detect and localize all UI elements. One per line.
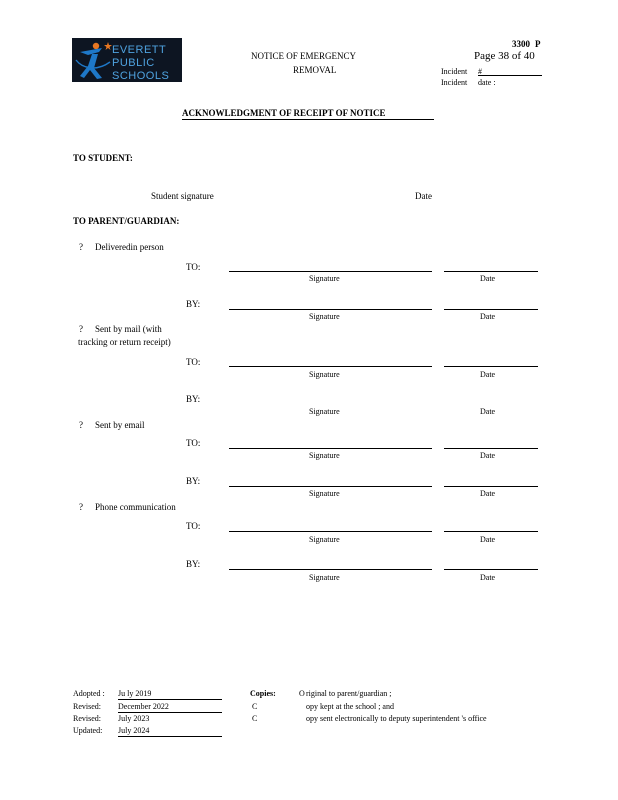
logo-line-3: SCHOOLS: [112, 70, 170, 82]
signature-caption: Signature: [309, 407, 340, 416]
everett-logo-figure-icon: [76, 42, 112, 79]
signature-caption: Signature: [309, 573, 340, 582]
date-caption: Date: [480, 312, 496, 321]
signature-line[interactable]: [229, 486, 432, 487]
date-caption: Date: [480, 573, 496, 582]
checkbox-sent-by-mail[interactable]: ?: [79, 324, 83, 334]
heading-underline: [182, 119, 434, 120]
policy-suffix: P: [535, 39, 541, 49]
incident-number-label: Incident: [441, 67, 468, 76]
date-caption: Date: [480, 535, 496, 544]
student-signature-label: Student signature: [151, 191, 214, 201]
date-caption: Date: [480, 274, 496, 283]
date-caption: Date: [480, 407, 496, 416]
notice-title-line-2: REMOVAL: [293, 65, 337, 75]
signature-line[interactable]: [229, 309, 432, 310]
row-prefix: TO:: [186, 521, 201, 531]
history-underline: [118, 712, 222, 713]
signature-caption: Signature: [309, 274, 340, 283]
history-value: December 2022: [118, 702, 169, 711]
history-value: July 2024: [118, 726, 150, 735]
copy-bullet: C: [252, 702, 258, 711]
date-caption: Date: [480, 489, 496, 498]
signature-caption: Signature: [309, 312, 340, 321]
checkbox-delivered-in-person[interactable]: ?: [79, 242, 83, 252]
option-phone-communication: Phone communication: [95, 502, 176, 512]
student-date-label: Date: [415, 191, 432, 201]
policy-code: 3300: [512, 39, 530, 49]
signature-caption: Signature: [309, 370, 340, 379]
notice-title-line-1: NOTICE OF EMERGENCY: [251, 51, 356, 61]
checkbox-sent-by-email[interactable]: ?: [79, 420, 83, 430]
district-logo: [72, 38, 182, 82]
date-line[interactable]: [444, 271, 538, 272]
signature-line[interactable]: [229, 366, 432, 367]
signature-caption: Signature: [309, 451, 340, 460]
option-sent-by-mail: Sent by mail (with: [95, 324, 162, 334]
row-prefix: TO:: [186, 357, 201, 367]
to-parent-label: TO PARENT/GUARDIAN:: [73, 216, 180, 226]
acknowledgment-heading: ACKNOWLEDGMENT OF RECEIPT OF NOTICE: [182, 108, 386, 118]
copies-label: Copies:: [250, 689, 276, 698]
option-delivered-in-person: Deliveredin person: [95, 242, 164, 252]
signature-line[interactable]: [229, 448, 432, 449]
date-line[interactable]: [444, 531, 538, 532]
option-sent-by-mail-line-2: tracking or return receipt): [78, 337, 171, 347]
page-number: Page 38 of 40: [474, 50, 535, 62]
date-line[interactable]: [444, 448, 538, 449]
incident-date-field[interactable]: date :: [478, 78, 496, 87]
checkbox-phone-communication[interactable]: ?: [79, 502, 83, 512]
history-label: Updated:: [73, 726, 103, 735]
logo-line-2: PUBLIC: [112, 57, 155, 69]
history-value: July 2023: [118, 714, 150, 723]
row-prefix: BY:: [186, 394, 201, 404]
row-prefix: BY:: [186, 476, 201, 486]
date-caption: Date: [480, 370, 496, 379]
copy-bullet: O: [299, 689, 305, 698]
history-label: Revised:: [73, 702, 101, 711]
to-student-label: TO STUDENT:: [73, 153, 133, 163]
row-prefix: BY:: [186, 559, 201, 569]
history-value: Ju ly 2019: [118, 689, 152, 698]
row-prefix: BY:: [186, 299, 201, 309]
copy-item: opy sent electronically to deputy superintendent 's office: [306, 714, 487, 723]
option-sent-by-email: Sent by email: [95, 420, 145, 430]
row-prefix: TO:: [186, 438, 201, 448]
incident-date-label: Incident: [441, 78, 468, 87]
signature-caption: Signature: [309, 489, 340, 498]
incident-number-underline: [478, 75, 542, 76]
date-line[interactable]: [444, 569, 538, 570]
signature-line[interactable]: [229, 531, 432, 532]
copy-item: riginal to parent/guardian ;: [306, 689, 392, 698]
date-caption: Date: [480, 451, 496, 460]
date-line[interactable]: [444, 366, 538, 367]
history-underline: [118, 699, 222, 700]
row-prefix: TO:: [186, 262, 201, 272]
signature-line[interactable]: [229, 569, 432, 570]
incident-number-field[interactable]: #: [478, 67, 482, 76]
history-label: Revised:: [73, 714, 101, 723]
copy-bullet: C: [252, 714, 258, 723]
date-line[interactable]: [444, 486, 538, 487]
copy-item: opy kept at the school ; and: [306, 702, 394, 711]
signature-line[interactable]: [229, 271, 432, 272]
history-underline: [118, 736, 222, 737]
history-label: Adopted :: [73, 689, 105, 698]
date-line[interactable]: [444, 309, 538, 310]
signature-caption: Signature: [309, 535, 340, 544]
logo-line-1: EVERETT: [112, 44, 167, 56]
